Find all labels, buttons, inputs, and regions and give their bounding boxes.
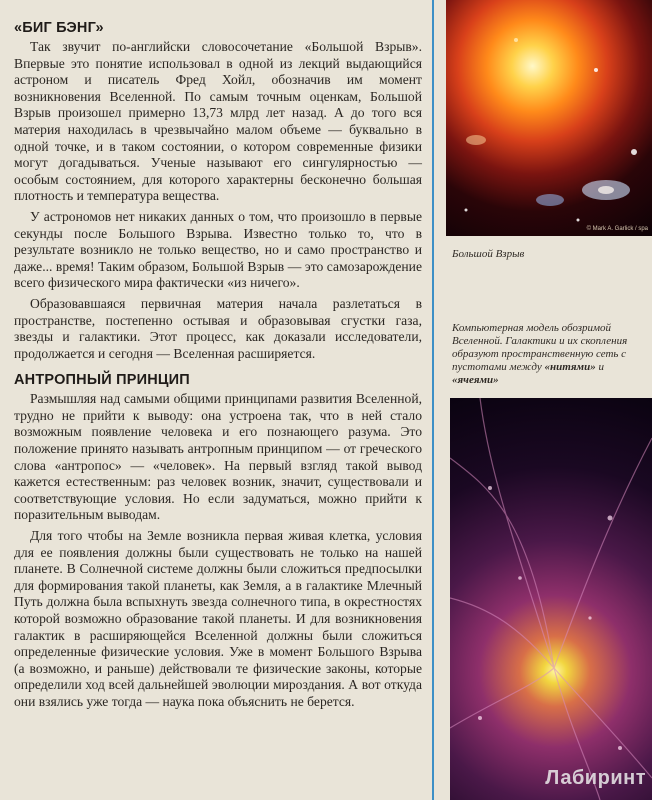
caption-term-cells: «ячеями» xyxy=(452,374,499,386)
section-heading-big-bang: «БИГ БЭНГ» xyxy=(14,20,104,36)
main-text-column xyxy=(14,20,422,711)
cosmic-web-illustration xyxy=(450,398,652,800)
column-divider xyxy=(432,0,434,800)
paragraph: У астрономов нет никаких данных о том, что произошло в первые секунды после Большого Взрыва. Известно только то, что в результате возникло не только вещество, но и само пространство и даже... время! Таким образом, Большой Взрыв — это самозарождение всего физического мира фактически «из ничего». xyxy=(14,208,422,291)
caption-big-bang: Большой Взрыв xyxy=(452,248,525,260)
caption-cosmic-web xyxy=(452,322,648,387)
paragraph: Размышляя над самыми общими принципами развития Вселенной, трудно не прийти к выводу: она устроена так, что в ней стало возможным появление человека и его познающего разума. Это положение принято называть антропным принципом — от греческого слова «антропос» — «человек». На первый взгляд такой вывод кажется естественным: раз человек возник, значит, существовали и соответствующие условия. Но если задуматься, можно прийти к поразительным выводам. xyxy=(14,391,422,523)
side-column xyxy=(440,0,652,800)
paragraph: Образовавшаяся первичная материя начала разлетаться в пространстве, постепенно остывая и образовывая сгустки газа, звезды и галактики. Этот процесс, как доказали исследователи, продолжается и сегодня — Вселенная расширяется. xyxy=(14,295,422,361)
paragraph: Для того чтобы на Земле возникла первая живая клетка, условия для ее появления должны были существовать не только на нашей планете. В Солнечной системе должны были сложиться предпосылки для формирования такой планеты, как Земля, а в галактике Млечный Путь должна была вспыхнуть звезда солнечного типа, в окрестностях которой возможно образование такой планеты. И для возникновения галактик в расширяющейся Вселенной должны были сложиться определенные физические условия. Уже в момент Большого Взрыва (а возможно, и раньше) действовали те физические законы, которые определили ход всей дальнейшей эволюции мироздания. А вот откуда они взялись уже тогда — наука пока объяснить не берется. xyxy=(14,528,422,709)
big-bang-artwork xyxy=(446,0,652,236)
paragraph: Так звучит по-английски словосочетание «Большой Взрыв». Впервые это понятие использовал в одной из лекций выдающийся астроном и писатель Фред Хойл, обозначив им момент возникновения Вселенной. По самым точным оценкам, Большой Взрыв произошел примерно 13,73 млрд лет назад. А до того вся материя находилась в чрезвычайно малом объеме — буквально в одной точке, и в таком состоянии, о котором современные физики могут догадываться. Ученые называют его сингулярностью — особым состоянием, для которого характерны бесконечно большая плотность и температура вещества. xyxy=(14,39,422,204)
caption-term-threads: «нитями» xyxy=(544,361,596,373)
big-bang-illustration xyxy=(446,0,652,236)
cosmic-web-artwork xyxy=(450,398,652,800)
caption-text: и xyxy=(595,361,604,373)
caption-text: Компьютерная модель обозримой Вселенной. Галактики и их скопления образуют пространственную сеть с пустотами между xyxy=(452,322,628,373)
watermark: Лабиринт xyxy=(545,767,646,789)
section-heading-anthropic: АНТРОПНЫЙ ПРИНЦИП xyxy=(14,372,190,389)
image-credit: © Mark A. Garlick / spa xyxy=(586,226,648,232)
